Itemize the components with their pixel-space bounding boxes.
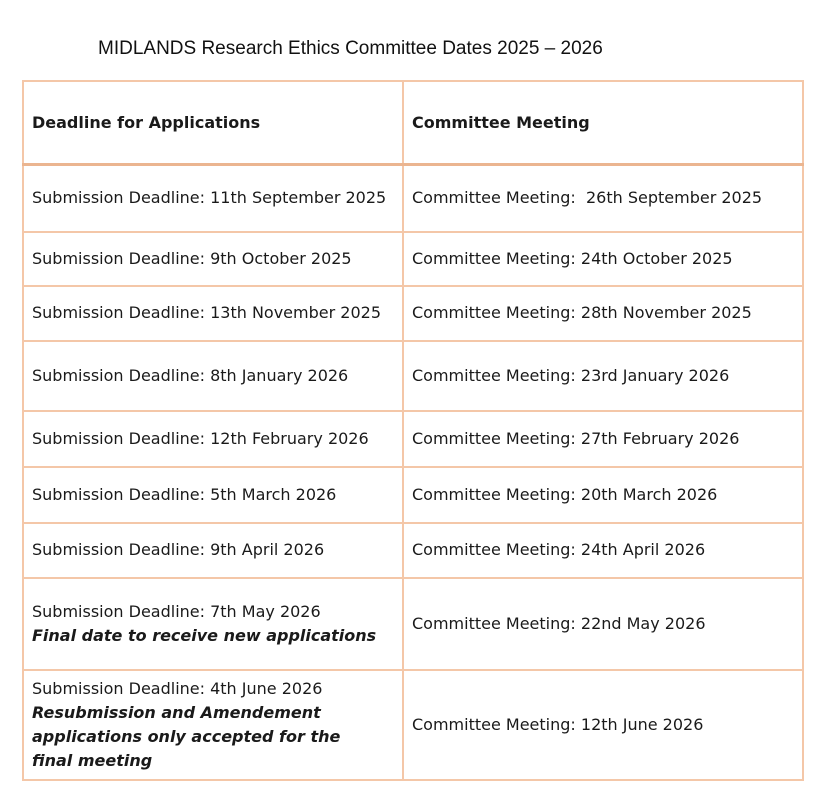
deadline-text: Submission Deadline: 11th September 2025	[32, 188, 387, 208]
deadline-cell	[23, 411, 403, 467]
deadline-cell	[23, 523, 403, 578]
deadline-text: Submission Deadline: 13th November 2025	[32, 303, 381, 322]
deadline-cell	[23, 578, 403, 670]
deadline-cell	[23, 467, 403, 523]
table-row	[23, 341, 803, 411]
dates-table	[22, 80, 804, 781]
table-row	[23, 578, 803, 670]
header-row	[23, 81, 803, 165]
deadline-text: Submission Deadline: 7th May 2026	[32, 601, 321, 621]
meeting-cell: Committee Meeting: 26th September 2025	[403, 165, 803, 232]
meeting-cell: Committee Meeting: 27th February 2026	[403, 411, 803, 467]
deadline-text: Submission Deadline: 9th October 2025	[32, 248, 352, 268]
meeting-cell: Committee Meeting: 22nd May 2026	[403, 578, 803, 670]
table-row	[23, 523, 803, 578]
page-title: MIDLANDS Research Ethics Committee Dates 2025 – 2026	[98, 38, 603, 59]
table-row	[23, 232, 803, 286]
deadline-note: Final date to receive new applications	[32, 625, 377, 645]
deadline-note: Resubmission and Amendement applications only accepted for the final meeting	[32, 702, 341, 770]
deadline-text: Submission Deadline: 9th April 2026	[32, 540, 325, 559]
meeting-cell: Committee Meeting: 24th October 2025	[403, 232, 803, 286]
meeting-cell: Committee Meeting: 12th June 2026	[403, 670, 803, 780]
meeting-cell: Committee Meeting: 23rd January 2026	[403, 341, 803, 411]
meeting-cell: Committee Meeting: 28th November 2025	[403, 286, 803, 341]
table-row	[23, 411, 803, 467]
meeting-cell: Committee Meeting: 24th April 2026	[403, 523, 803, 578]
deadline-cell	[23, 232, 403, 286]
table-row	[23, 467, 803, 523]
deadline-text: Submission Deadline: 12th February 2026	[32, 428, 369, 448]
header-deadline: Deadline for Applications	[23, 81, 403, 165]
deadline-cell	[23, 165, 403, 232]
deadline-text: Submission Deadline: 8th January 2026	[32, 365, 349, 385]
header-meeting: Committee Meeting	[403, 81, 803, 165]
table-row	[23, 286, 803, 341]
deadline-cell	[23, 286, 403, 341]
deadline-text: Submission Deadline: 4th June 2026	[32, 678, 323, 698]
deadline-cell	[23, 341, 403, 411]
table-row	[23, 670, 803, 780]
deadline-text: Submission Deadline: 5th March 2026	[32, 484, 337, 504]
meeting-cell: Committee Meeting: 20th March 2026	[403, 467, 803, 523]
table-row	[23, 165, 803, 232]
deadline-cell	[23, 670, 403, 780]
